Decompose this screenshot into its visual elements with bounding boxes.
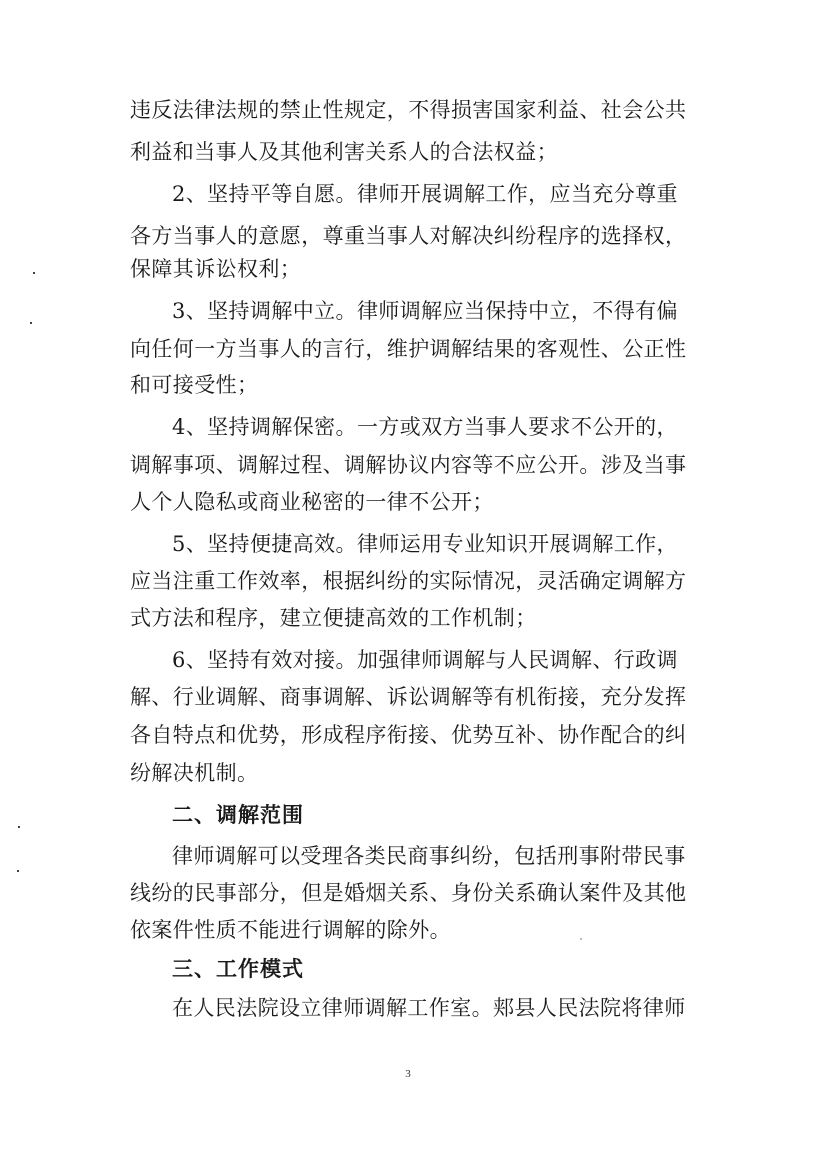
paragraph-line: 各自特点和优势，形成程序衔接、优势互补、协作配合的纠 xyxy=(130,723,687,747)
scan-speck xyxy=(17,870,19,872)
paragraph-line: 2、坚持平等自愿。律师开展调解工作，应当充分尊重 xyxy=(172,182,678,206)
paragraph-line: 依案件性质不能进行调解的除外。 xyxy=(130,918,451,942)
paragraph-line: 调解事项、调解过程、调解协议内容等不应公开。涉及当事 xyxy=(130,453,687,477)
paragraph-line: 律师调解可以受理各类民商事纠纷，包括刑事附带民事 xyxy=(172,844,686,868)
paragraph-line: 向任何一方当事人的言行，维护调解结果的客观性、公正性 xyxy=(130,337,687,361)
paragraph-line: 人个人隐私或商业秘密的一律不公开； xyxy=(130,490,494,514)
paragraph-line: 在人民法院设立律师调解工作室。郏县人民法院将律师 xyxy=(172,996,686,1020)
paragraph-line: 应当注重工作效率，根据纠纷的实际情况，灵活确定调解方 xyxy=(130,569,687,593)
paragraph-line: 线纷的民事部分，但是婚烟关系、身份关系确认案件及其他 xyxy=(130,881,687,905)
paragraph-line: 违反法律法规的禁止性规定，不得损害国家利益、社会公共 xyxy=(130,98,687,122)
paragraph-line: 保障其诉讼权利； xyxy=(130,257,302,281)
scan-speck xyxy=(580,938,582,940)
scan-speck xyxy=(33,272,35,274)
paragraph-line: 3、坚持调解中立。律师调解应当保持中立，不得有偏 xyxy=(172,299,678,323)
paragraph-line: 式方法和程序，建立便捷高效的工作机制； xyxy=(130,606,537,630)
scan-speck xyxy=(30,322,32,324)
page-number: 3 xyxy=(405,1068,411,1080)
paragraph-line: 各方当事人的意愿，尊重当事人对解决纠纷程序的选择权， xyxy=(130,224,687,248)
scan-speck xyxy=(18,826,20,828)
paragraph-line: 6、坚持有效对接。加强律师调解与人民调解、行政调 xyxy=(172,648,678,672)
paragraph-line: 利益和当事人及其他利害关系人的合法权益； xyxy=(130,140,558,164)
paragraph-line: 纷解决机制。 xyxy=(130,761,259,785)
paragraph-line: 解、行业调解、商事调解、诉讼调解等有机衔接，充分发挥 xyxy=(130,685,687,709)
section-heading: 二、调解范围 xyxy=(172,803,304,827)
paragraph-line: 5、坚持便捷高效。律师运用专业知识开展调解工作， xyxy=(172,532,678,556)
paragraph-line: 和可接受性； xyxy=(130,373,259,397)
section-heading: 三、工作模式 xyxy=(172,957,304,981)
paragraph-line: 4、坚持调解保密。一方或双方当事人要求不公开的， xyxy=(172,415,678,439)
